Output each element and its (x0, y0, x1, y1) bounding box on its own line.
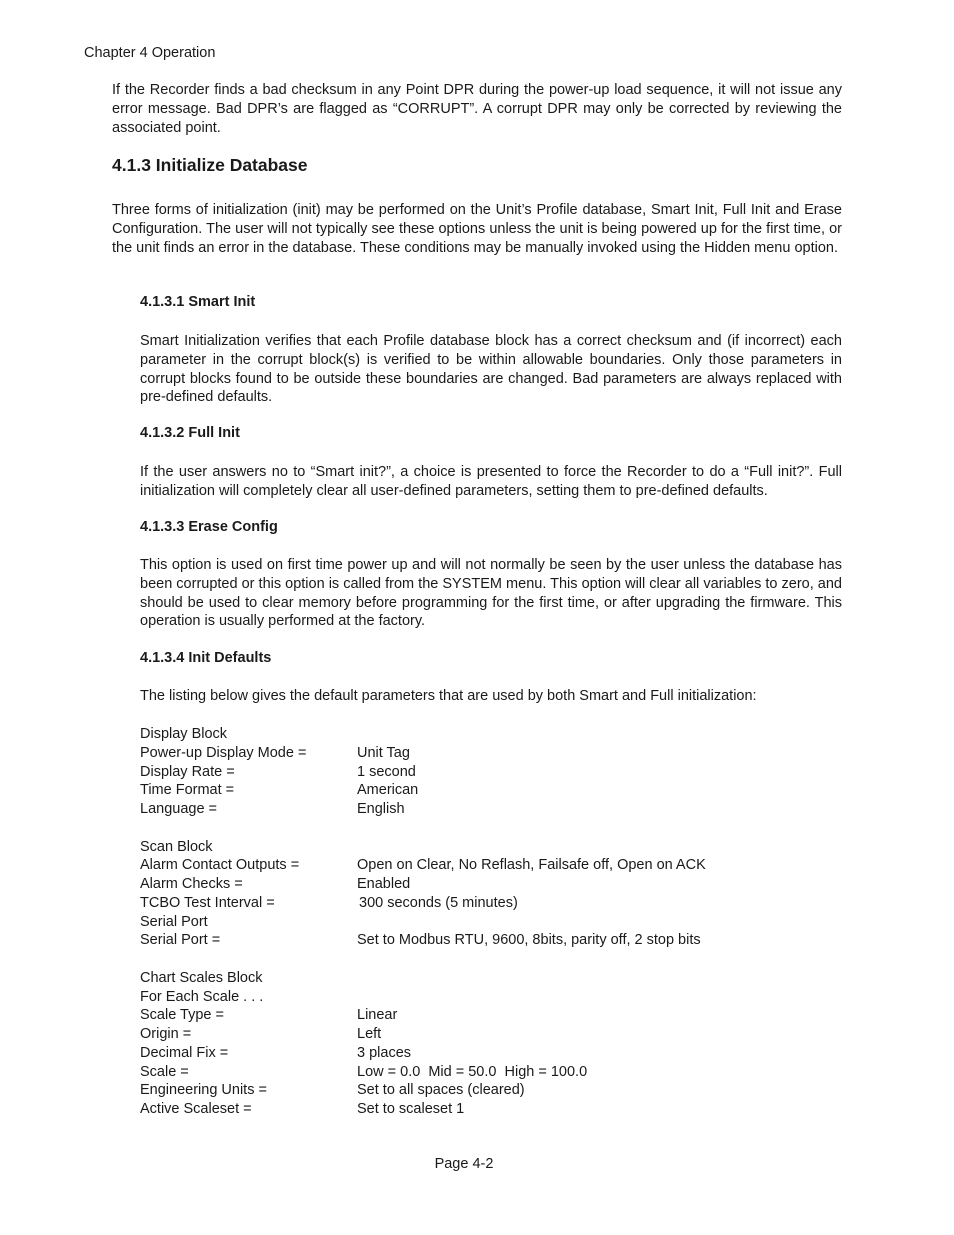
param-value: Left (357, 1026, 382, 1042)
param-value: American (357, 782, 419, 799)
param-value: 1 second (357, 763, 416, 780)
subsection-body-erase-config: This option is used on first time power up and will not normally be seen by the user unless the database has been corrupted or this option is called from the SYSTEM menu. This option will clear all variables to zero, and should be used to clear memory before programming for the first time, or after upgrading the firmware. This operation is usually performed at the factory. (140, 557, 842, 630)
section-title: 4.1.3 Initialize Database (112, 155, 308, 175)
list-item (140, 875, 840, 894)
list-item (140, 744, 840, 763)
param-value: Enabled (357, 876, 411, 892)
list-item (140, 1100, 840, 1119)
scan-block-heading: Scan Block (140, 838, 213, 855)
list-item (140, 931, 840, 950)
param-name: Active Scaleset = (140, 1101, 252, 1117)
param-value: Open on Clear, No Reflash, Failsafe off, Open on ACK (357, 857, 706, 874)
subsection-title-smart-init: 4.1.3.1 Smart Init (140, 294, 256, 310)
param-value: Set to all spaces (cleared) (357, 1082, 525, 1099)
page-footer (0, 1156, 954, 1172)
param-name: Origin = (140, 1026, 192, 1042)
list-item (140, 894, 840, 913)
param-name: Serial Port (140, 913, 208, 930)
param-name: Time Format = (140, 782, 235, 799)
list-item (140, 1025, 840, 1044)
list-item (140, 1044, 840, 1063)
spacer (140, 950, 840, 969)
spacer (140, 819, 840, 838)
section-body: Three forms of initialization (init) may be performed on the Unit’s Profile database, Smart Init, Full Init and Erase Configuration. The user will not typically see these options unless the unit is being powered up for the first time, or the unit finds an error in the database. These conditions may be manually invoked using the Hidden menu option. (112, 202, 842, 256)
param-value: 300 seconds (5 minutes) (359, 894, 518, 911)
param-name: Alarm Checks = (140, 876, 243, 892)
param-name: Display Rate = (140, 763, 235, 780)
defaults-listing (140, 725, 840, 1119)
chapter-header: Chapter 4 Operation (84, 45, 216, 61)
param-value: English (357, 801, 405, 817)
param-value: 3 places (357, 1044, 412, 1061)
param-name: Alarm Contact Outputs = (140, 857, 300, 874)
param-name: Decimal Fix = (140, 1044, 229, 1061)
intro-paragraph: If the Recorder finds a bad checksum in any Point DPR during the power-up load sequence, it will not issue any error message. Bad DPR’s are flagged as “CORRUPT”. A corrupt DPR may only be corrected by reviewing the associated point. (112, 82, 842, 136)
param-value: Low = 0.0 Mid = 50.0 High = 100.0 (357, 1063, 588, 1080)
param-name: Scale Type = (140, 1007, 224, 1024)
list-item (140, 800, 840, 819)
list-item (140, 1006, 840, 1025)
param-value: Unit Tag (357, 744, 410, 761)
param-value: Set to Modbus RTU, 9600, 8bits, parity off, 2 stop bits (357, 932, 701, 949)
subsection-title-full-init: 4.1.3.2 Full Init (140, 425, 240, 441)
subsection-title-erase-config: 4.1.3.3 Erase Config (140, 519, 278, 535)
list-item (140, 856, 840, 875)
chart-scales-block-heading: Chart Scales Block (140, 969, 263, 986)
subsection-title-init-defaults: 4.1.3.4 Init Defaults (140, 650, 272, 666)
param-name: TCBO Test Interval = (140, 894, 275, 911)
param-name: Engineering Units = (140, 1082, 267, 1099)
param-value: Set to scaleset 1 (357, 1101, 465, 1117)
list-item (140, 1063, 840, 1082)
param-name: Power-up Display Mode = (140, 744, 307, 761)
param-name: Serial Port = (140, 932, 221, 949)
page-number: Page 4-2 (434, 1156, 494, 1172)
list-item (140, 781, 840, 800)
display-block-heading: Display Block (140, 726, 228, 742)
param-value: Linear (357, 1007, 398, 1024)
list-item (140, 1081, 840, 1100)
list-item (140, 913, 840, 932)
subsection-body-smart-init: Smart Initialization verifies that each Profile database block has a correct checksum and (if incorrect) each parameter in the corrupt block(s) is verified to be within allowable boundaries. Only those parameters in corrupt blocks found to be outside these boundaries are changed. Bad parameters are always replaced with pre-defined defaults. (140, 333, 842, 406)
param-name: Scale = (140, 1063, 189, 1080)
subsection-body-full-init: If the user answers no to “Smart init?”, a choice is presented to force the Recorder to do a “Full init?”. Full initialization will completely clear all user-defined parameters, setting them to pre-defined defaults. (140, 464, 842, 499)
param-name: Language = (140, 801, 218, 817)
subsection-body-init-defaults: The listing below gives the default parameters that are used by both Smart and Full initialization: (140, 688, 757, 704)
list-item (140, 763, 840, 782)
chart-scales-subheading: For Each Scale . . . (140, 988, 264, 1005)
